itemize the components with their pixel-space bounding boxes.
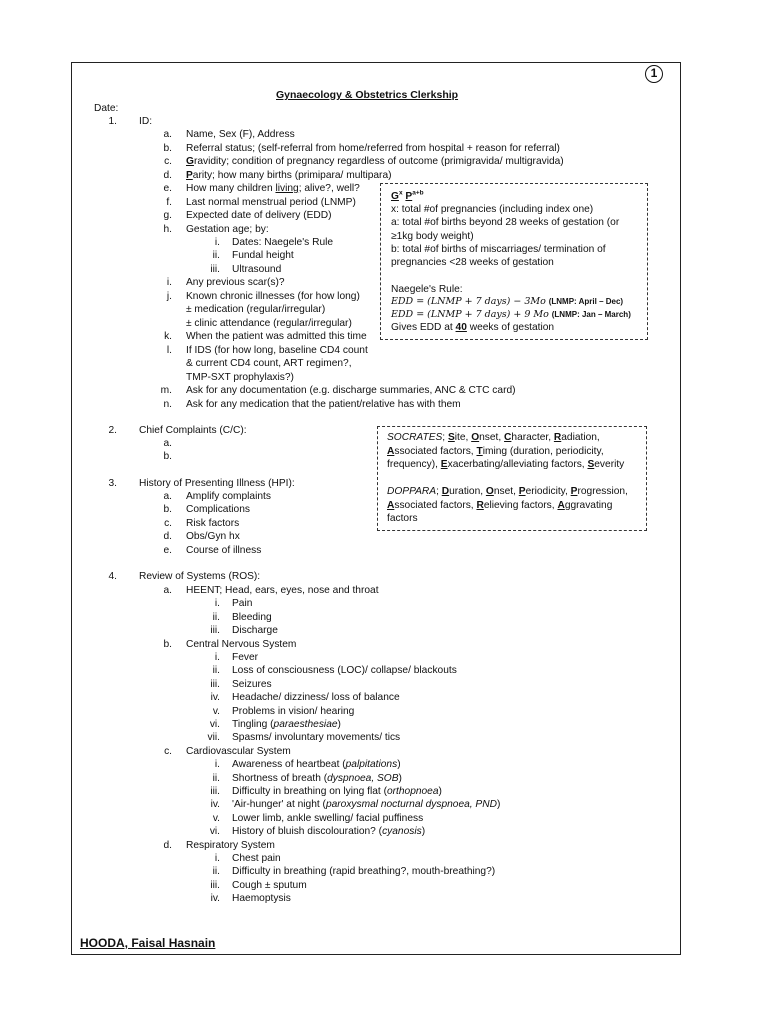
item-initial: G <box>186 156 194 167</box>
item-text: Risk factors <box>186 517 240 529</box>
item-text: ± clinic attendance (regular/irregular) <box>186 318 352 329</box>
item-text: Complications <box>186 504 250 516</box>
formula-1: EDD = (LNMP + 7 days) − 3Mo <box>391 296 546 307</box>
system-letter: b. <box>163 638 172 650</box>
item-text: TMP-SXT prophylaxis?) <box>186 372 294 383</box>
sub-item-term: palpitations <box>345 759 398 771</box>
item-text: Expected date of delivery (EDD) <box>186 210 332 221</box>
mnemonic-text: ggravating <box>564 499 613 511</box>
item-text: Any previous scar(s)? <box>186 277 285 288</box>
mnemonic-text: factors <box>387 513 418 524</box>
mnemonic-text: xacerbating/alleviating factors, <box>447 459 588 470</box>
list-item <box>186 129 295 141</box>
sub-item-number: i. <box>214 759 220 771</box>
item-text: arity; how many births (primipara/ multipara) <box>192 170 392 181</box>
mnemonic-letter: P <box>570 486 578 497</box>
naegele-formula-1 <box>391 296 623 308</box>
item-letter: n. <box>163 399 172 410</box>
sub-item-number: v. <box>212 812 220 824</box>
sub-item <box>232 679 272 691</box>
gp-line: ≥1kg body weight) <box>391 230 474 242</box>
item-text: Known chronic illnesses (for how long) <box>186 291 360 302</box>
sub-item <box>232 759 401 771</box>
item-letter: e. <box>163 544 172 556</box>
sub-item <box>232 853 281 865</box>
edd-note-pre: Gives EDD at <box>391 322 456 333</box>
mnemonic-letter: R <box>476 499 484 511</box>
sub-item-number: iv. <box>210 799 220 811</box>
page-title: Gynaecology & Obstetrics Clerkship <box>276 89 459 101</box>
sub-item-close: ) <box>398 772 402 784</box>
sub-item-number: v. <box>212 705 220 717</box>
sub-item-text: Fever <box>232 652 259 663</box>
naegele-label: Naegele's Rule: <box>391 284 463 295</box>
formula-1-note: (LNMP: April – Dec) <box>548 297 624 306</box>
edd-note-post: weeks of gestation <box>466 322 555 333</box>
sub-item-number: iii. <box>210 264 220 275</box>
sub-item-number: ii. <box>212 611 220 623</box>
gp-g-sup: x <box>398 189 403 197</box>
item-text: Course of illness <box>186 544 262 556</box>
gp-p-sup: a+b <box>412 189 424 197</box>
sub-item-text: Haemoptysis <box>232 893 291 905</box>
list-item <box>186 304 325 316</box>
item-letter: a. <box>163 491 172 502</box>
system-title: Respiratory System <box>186 839 275 851</box>
mnemonic-letter: R <box>553 432 562 443</box>
item-letter: c. <box>164 156 172 167</box>
sub-item-term: paraesthesiae <box>273 719 338 730</box>
item-letter: j. <box>166 291 172 302</box>
edd-note <box>391 322 554 334</box>
mnemonic-letter: E <box>440 459 448 470</box>
s3-title: History of Presenting Illness (HPI): <box>139 478 295 489</box>
sub-item-text: Dates: Naegele's Rule <box>232 237 334 248</box>
item-letter: b. <box>163 504 172 516</box>
mnemonic-letter: A <box>387 445 395 457</box>
item-letter: h. <box>163 224 172 235</box>
system-title: Cardiovascular System <box>186 745 291 757</box>
sub-item <box>232 880 307 892</box>
list-item <box>186 277 285 289</box>
sub-item-text: Fundal height <box>232 250 294 261</box>
list-item <box>186 491 271 503</box>
sub-item-number: ii. <box>212 866 220 878</box>
s4-number: 4. <box>108 571 117 582</box>
mnemonic-letter: P <box>518 486 526 497</box>
edd-weeks: 40 <box>455 322 467 333</box>
item-letter: i. <box>166 277 172 288</box>
gp-line: pregnancies <28 weeks of gestation <box>391 257 554 269</box>
item-text: When the patient was admitted this time <box>186 331 367 342</box>
mnemonic-letter: C <box>504 432 512 443</box>
sub-item-number: iii. <box>210 625 220 637</box>
sub-item-text: Cough ± sputum <box>232 879 307 891</box>
item-letter: m. <box>160 385 172 396</box>
item-text: Last normal menstrual period (LNMP) <box>186 197 356 208</box>
sub-item-number: iii. <box>210 786 220 797</box>
item-text: Gestation age; by: <box>186 224 269 235</box>
gp-g: G <box>391 191 399 202</box>
item-letter: g. <box>163 210 172 221</box>
sub-item <box>232 826 425 838</box>
list-item <box>186 197 356 209</box>
sub-item <box>232 786 442 798</box>
sub-item <box>232 264 281 276</box>
sub-item-number: ii. <box>212 665 220 677</box>
item-text: How many children <box>186 183 276 194</box>
sub-item-number: i. <box>214 853 220 864</box>
gp-line: a: total #of births beyond 28 weeks of gestation (or <box>391 217 620 229</box>
mnemonic-letter: S <box>447 432 455 443</box>
item-letter: d. <box>163 170 172 181</box>
mnemonic-text: eriodicity, <box>525 486 571 497</box>
item-text: Ask for any medication that the patient/relative has with them <box>186 399 461 410</box>
sub-item <box>232 250 294 262</box>
sub-item <box>232 813 423 825</box>
mnemonic-text: everity <box>594 459 625 470</box>
mnemonic-name: DOPPARA <box>387 486 437 497</box>
sub-item-close: ) <box>496 799 501 811</box>
sub-item-text: Shortness of breath ( <box>232 772 328 784</box>
gp-p: P <box>405 191 413 202</box>
list-item <box>186 224 269 236</box>
sub-item <box>232 773 402 785</box>
gp-line: x: total #of pregnancies (including index one) <box>391 204 594 215</box>
sub-item <box>232 692 400 704</box>
s1-number: 1. <box>108 116 117 127</box>
sub-item-number: iii. <box>210 678 220 690</box>
mnemonic-text: nset, <box>479 432 505 443</box>
item-text-tail: ; alive?, well? <box>298 183 360 194</box>
sub-item-close: ) <box>438 786 442 797</box>
mnemonic-text: ssociated factors, <box>394 499 477 511</box>
gp-line: b: total #of births of miscarriages/ termination of <box>391 243 606 255</box>
item-initial: P <box>186 170 193 181</box>
s1-title: ID: <box>139 116 153 127</box>
item-text: If IDS (for how long, baseline CD4 count <box>186 345 368 356</box>
sub-item-number: vi. <box>209 826 220 838</box>
sub-item <box>232 598 252 610</box>
sub-item-close: ) <box>337 719 341 730</box>
item-letter: l. <box>166 345 172 356</box>
sub-item <box>232 612 272 624</box>
s3-number: 3. <box>108 478 117 489</box>
sub-item-number: ii. <box>212 772 220 784</box>
sub-item-text: Lower limb, ankle swelling/ facial puffiness <box>232 812 424 824</box>
mnemonic-text: frequency), <box>387 459 441 470</box>
sub-item-text: Tingling ( <box>232 719 274 730</box>
list-item <box>186 372 294 384</box>
sub-item-term: orthopnoea <box>386 786 439 797</box>
sub-item <box>232 719 341 731</box>
item-text: & current CD4 count, ART regimen?, <box>186 358 352 369</box>
sub-item-number: vi. <box>209 719 220 730</box>
system-title: HEENT; Head, ears, eyes, nose and throat <box>186 585 379 596</box>
system-title: Central Nervous System <box>186 638 297 650</box>
sub-item-term: cyanosis <box>382 826 422 838</box>
mnemonic-line <box>387 513 418 525</box>
sub-item <box>232 665 457 677</box>
list-item <box>186 318 352 330</box>
s2-number: 2. <box>108 425 117 436</box>
sub-item-text: Loss of consciousness (LOC)/ collapse/ blackouts <box>232 665 457 677</box>
sub-item <box>232 706 354 718</box>
mnemonic-letter: S <box>587 459 595 470</box>
gp-heading <box>391 191 424 203</box>
socrates-box <box>377 426 647 531</box>
mnemonic-text: iming (duration, periodicity, <box>482 445 604 457</box>
sub-item-text: Ultrasound <box>232 264 282 275</box>
sub-item <box>232 652 258 664</box>
item-text: ravidity; condition of pregnancy regardless of outcome (primigravida/ multigravida) <box>193 156 564 167</box>
mnemonic-text: uration, <box>449 486 486 497</box>
list-item <box>186 143 560 155</box>
page-number: 1 <box>645 65 663 83</box>
mnemonic-letter: D <box>441 486 450 497</box>
list-item <box>186 183 360 195</box>
sub-item-text: Awareness of heartbeat ( <box>232 759 346 771</box>
item-letter: c. <box>164 517 172 529</box>
item-text: Referral status; (self-referral from home/referred from hospital + reason for referral) <box>186 143 560 154</box>
item-text: Ask for any documentation (e.g. discharge summaries, ANC & CTC card) <box>186 385 516 396</box>
sub-item-close: ) <box>421 826 426 838</box>
list-item <box>186 345 368 357</box>
item-text: Amplify complaints <box>186 491 271 502</box>
date-label: Date: <box>94 103 119 114</box>
mnemonic-text: rogression, <box>577 486 628 497</box>
mnemonic-text: nset, <box>493 486 519 497</box>
sub-item-number: iii. <box>210 879 220 891</box>
sub-item-text: Pain <box>232 598 253 610</box>
mnemonic-line <box>387 459 624 471</box>
item-letter: f. <box>166 197 172 208</box>
system-letter: c. <box>164 745 172 757</box>
author-name: HOODA, Faisal Hasnain <box>80 936 216 950</box>
item-text: ± medication (regular/irregular) <box>186 304 326 315</box>
list-item <box>186 358 352 370</box>
sub-item <box>232 625 278 637</box>
sub-item-term: dyspnoea, SOB <box>327 772 399 784</box>
sub-item-number: iv. <box>210 893 220 905</box>
item-letter: a. <box>163 129 172 140</box>
sub-item-number: ii. <box>212 250 220 261</box>
system-letter: a. <box>163 585 172 596</box>
item-letter: e. <box>163 183 172 194</box>
mnemonic-line <box>387 486 628 498</box>
item-text: Obs/Gyn hx <box>186 531 240 543</box>
sub-item-close: ) <box>397 759 401 771</box>
list-item <box>186 291 360 303</box>
formula-2: EDD = (LNMP + 7 days) + 9 Mo <box>391 309 549 320</box>
sub-item-text: Discharge <box>232 625 278 637</box>
list-item <box>186 545 261 557</box>
list-item <box>186 504 250 516</box>
sub-item-number: vii. <box>207 732 220 744</box>
mnemonic-text: ; <box>436 486 442 497</box>
mnemonic-line <box>387 500 612 512</box>
mnemonic-text: elieving factors, <box>483 499 558 511</box>
sub-item-number: i. <box>214 652 220 663</box>
mnemonic-letter: O <box>471 432 480 443</box>
formula-2-note: (LNMP: Jan – March) <box>551 310 631 319</box>
list-item <box>186 531 240 543</box>
mnemonic-letter: A <box>557 499 565 511</box>
sub-item <box>232 237 333 249</box>
mnemonic-text: ; <box>442 432 448 443</box>
list-item <box>186 331 367 343</box>
sub-item-number: i. <box>214 598 220 610</box>
mnemonic-text: ite, <box>454 432 472 443</box>
system-letter: d. <box>163 839 172 851</box>
mnemonic-line <box>387 446 604 458</box>
sub-item-text: Chest pain <box>232 853 281 864</box>
mnemonic-text: haracter, <box>511 432 554 443</box>
complaint-letter: a. <box>163 438 172 449</box>
sub-item <box>232 732 400 744</box>
sub-item-text: Headache/ dizziness/ loss of balance <box>232 692 400 704</box>
mnemonic-text: adiation, <box>561 432 600 443</box>
list-item <box>186 210 332 222</box>
s2-title: Chief Complaints (C/C): <box>139 425 247 436</box>
list-item <box>186 170 392 182</box>
mnemonic-text: ssociated factors, <box>394 445 477 457</box>
sub-item-text: Seizures <box>232 678 272 690</box>
sub-item <box>232 799 500 811</box>
sub-item-text: Difficulty in breathing on lying flat ( <box>232 786 387 797</box>
item-letter: b. <box>163 143 172 154</box>
naegele-formula-2 <box>391 309 631 321</box>
sub-item-text: Bleeding <box>232 611 272 623</box>
list-item <box>186 385 516 397</box>
item-text: Name, Sex (F), Address <box>186 129 295 140</box>
sub-item-text: History of bluish discolouration? ( <box>232 826 383 838</box>
mnemonic-line <box>387 432 600 444</box>
mnemonic-name: SOCRATES <box>387 432 443 443</box>
sub-item-term: paroxysmal nocturnal dyspnoea, PND <box>325 799 497 811</box>
sub-item-text: Difficulty in breathing (rapid breathing?, mouth-breathing?) <box>232 866 496 878</box>
list-item <box>186 518 239 530</box>
mnemonic-letter: T <box>476 445 483 457</box>
sub-item-number: iv. <box>210 692 220 704</box>
list-item <box>186 156 564 168</box>
sub-item-text: 'Air-hunger' at night ( <box>232 799 326 811</box>
item-letter: k. <box>164 331 172 342</box>
sub-item-number: i. <box>214 237 220 248</box>
gravidity-parity-box <box>380 183 648 340</box>
mnemonic-letter: O <box>485 486 494 497</box>
sub-item <box>232 866 495 878</box>
mnemonic-letter: A <box>387 499 395 511</box>
item-letter: d. <box>163 531 172 543</box>
sub-item-text: Problems in vision/ hearing <box>232 705 355 717</box>
sub-item-text: Spasms/ involuntary movements/ tics <box>232 732 401 744</box>
item-emphasis: living <box>275 183 299 194</box>
sub-item <box>232 893 291 905</box>
list-item <box>186 399 461 411</box>
complaint-letter: b. <box>163 451 172 462</box>
s4-title: Review of Systems (ROS): <box>139 571 261 582</box>
